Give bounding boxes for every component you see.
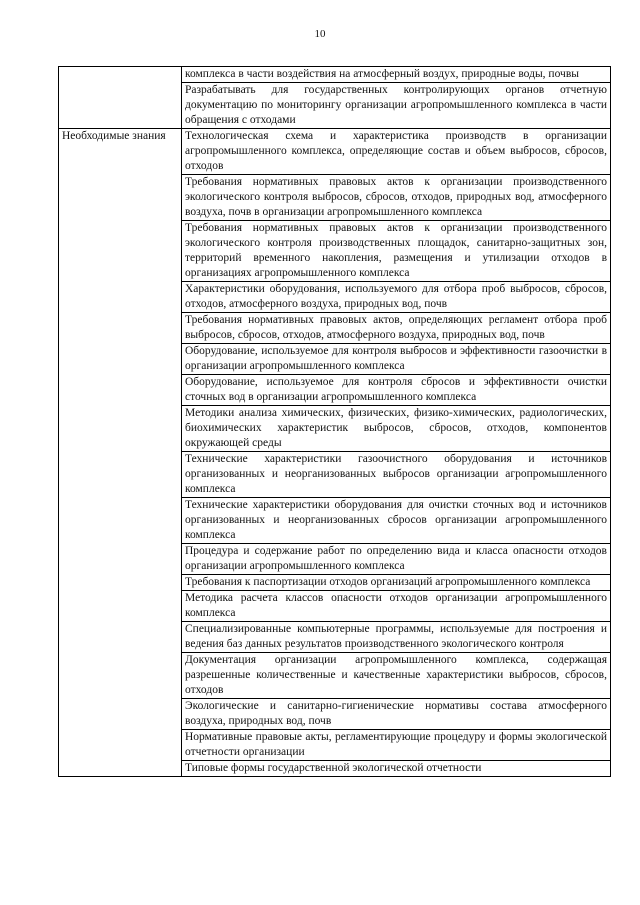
table-cell: Характеристики оборудования, используемого для отбора проб выбросов, сбросов, отходов, атмосферного воздуха, природных вод, почв [182, 282, 611, 313]
table-cell: Технологическая схема и характеристика производств в организации агропромышленного комплекса, определяющие состав и объем выбросов, сбросов, отходов [182, 129, 611, 175]
table-cell: Документация организации агропромышленного комплекса, содержащая разрешенные количественные и качественные характеристики выбросов, сбросов, отходов [182, 653, 611, 699]
table-cell: Разрабатывать для государственных контролирующих органов отчетную документацию по мониторингу организации агропромышленного комплекса в части обращения с отходами [182, 83, 611, 129]
table-cell: Методики анализа химических, физических, физико-химических, радиологических, биохимических характеристик выбросов, сбросов, отходов, компонентов окружающей среды [182, 406, 611, 452]
table-cell: Требования нормативных правовых актов к организации производственного экологического контроля выбросов, сбросов, отходов, природных вод, атмосферного воздуха, почв в организации агропромышленного комплекса [182, 175, 611, 221]
table-cell: Оборудование, используемое для контроля сбросов и эффективности очистки сточных вод в организации агропромышленного комплекса [182, 375, 611, 406]
table-cell: комплекса в части воздействия на атмосферный воздух, природные воды, почвы [182, 67, 611, 83]
table-cell: Специализированные компьютерные программы, используемые для построения и ведения баз данных результатов производственного экологического контроля [182, 622, 611, 653]
table-cell: Процедура и содержание работ по определению вида и класса опасности отходов организации агропромышленного комплекса [182, 544, 611, 575]
table-cell: Нормативные правовые акты, регламентирующие процедуру и формы экологической отчетности организации [182, 730, 611, 761]
section-label: Необходимые знания [59, 129, 182, 777]
table-cell: Методика расчета классов опасности отходов организации агропромышленного комплекса [182, 591, 611, 622]
table-row [59, 129, 611, 175]
table-cell: Требования нормативных правовых актов к организации производственного экологического контроля производственных площадок, санитарно-защитных зон, территорий временного накопления, размещения и утилизации отходов в организациях агропромышленного комплекса [182, 221, 611, 282]
table-cell: Технические характеристики газоочистного оборудования и источников организованных и неорганизованных выбросов организации агропромышленного комплекса [182, 452, 611, 498]
table-cell: Оборудование, используемое для контроля выбросов и эффективности газоочистки в организации агропромышленного комплекса [182, 344, 611, 375]
requirements-table [58, 66, 611, 777]
table-row [59, 67, 611, 83]
table-cell: Технические характеристики оборудования для очистки сточных вод и источников организованных и неорганизованных сбросов организации агропромышленного комплекса [182, 498, 611, 544]
table-cell: Требования к паспортизации отходов организаций агропромышленного комплекса [182, 575, 611, 591]
table-cell: Типовые формы государственной экологической отчетности [182, 761, 611, 777]
page-number: 10 [314, 28, 326, 40]
section-label [59, 67, 182, 129]
table-cell: Требования нормативных правовых актов, определяющих регламент отбора проб выбросов, сбросов, отходов, атмосферного воздуха, природных вод, почв [182, 313, 611, 344]
table-cell: Экологические и санитарно-гигиенические нормативы состава атмосферного воздуха, природных вод, почв [182, 699, 611, 730]
